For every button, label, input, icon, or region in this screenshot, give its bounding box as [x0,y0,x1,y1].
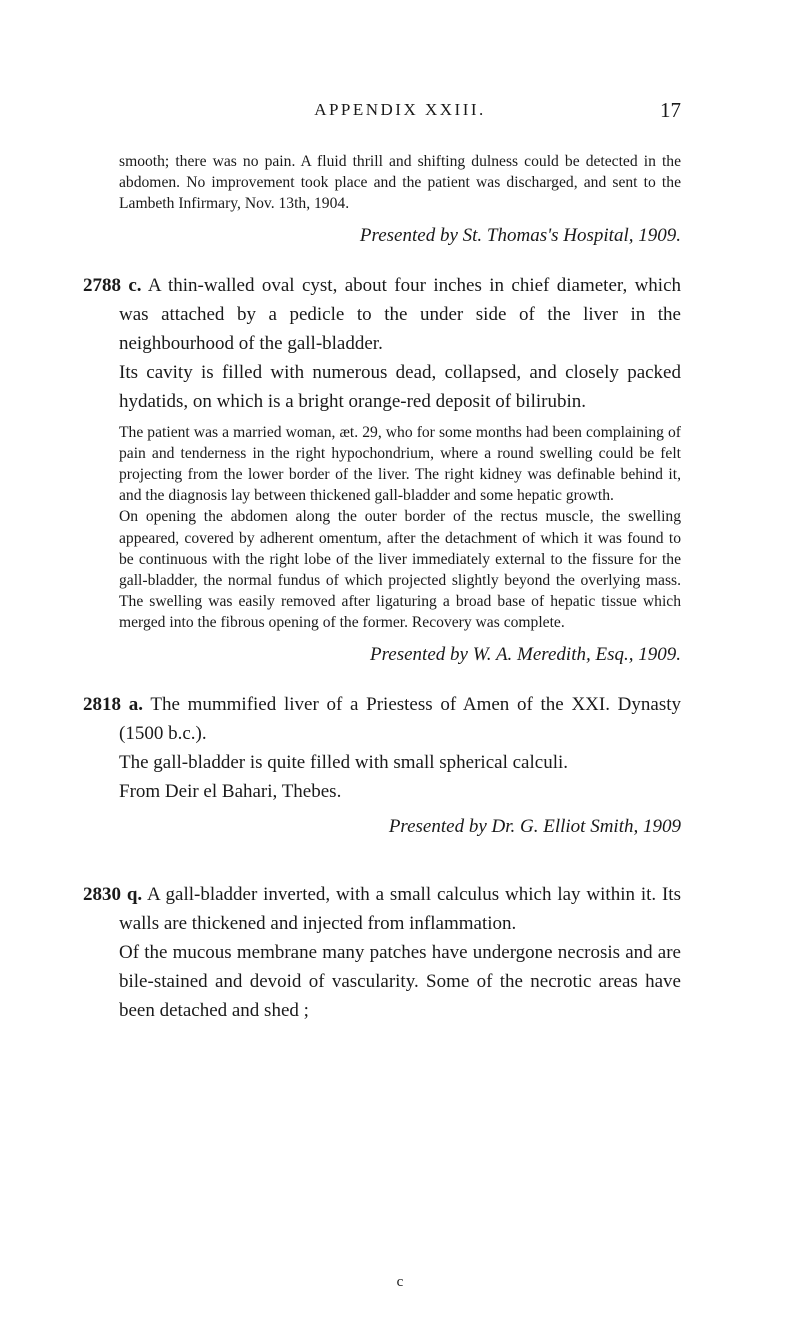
page-body [83,151,682,1025]
entry-description-text: From Deir el Bahari, Thebes. [119,780,342,802]
running-head: APPENDIX XXIII. [314,100,486,119]
continuation-text: smooth; there was no pain. A fluid thrill and shifting dulness could be detected in the abdomen. No improvement took place and the patient was discharged, and sent to the Lambeth Infirmary, Nov. 13th, 1904. [119,153,681,213]
entry-description-text: A thin-walled oval cyst, about four inches in chief diameter, which was attached by a pedicle to the under side of the liver in the neighbourhood of the gall-bladder. [119,274,682,354]
entry-description-text: Its cavity is filled with numerous dead, collapsed, and closely packed hydatids, on which is a bright orange-red deposit of bilirubin. [119,361,681,412]
catalogue-entry [83,690,682,840]
entry-description [83,271,681,358]
entry-description-text: The gall-bladder is quite filled with small spherical calculi. [119,751,568,773]
entry-description-text: The mummified liver of a Priestess of Amen of the XXI. Dynasty (1500 b.c.). [119,693,682,744]
entry-number: 2788 c. [83,274,142,296]
page-header [0,98,800,132]
catalogue-entry [83,271,682,668]
presented-by-line: Presented by Dr. G. Elliot Smith, 1909 [388,815,681,837]
presented-by-line: Presented by St. Thomas's Hospital, 1909. [359,224,681,246]
entry-description-text: Of the mucous membrane many patches have undergone necrosis and are bile-stained and devoid of vascularity. Some of the necrotic areas have been detached and shed ; [119,941,681,1021]
presented-by-line: Presented by W. A. Meredith, Esq., 1909. [370,643,681,665]
entry-number: 2818 a. [83,693,143,715]
entry-description [83,880,681,938]
entry-description-text: A gall-bladder inverted, with a small calculus which lay within it. Its walls are thickened and injected from inflammation. [119,883,681,934]
signature-mark: c [396,1274,404,1290]
entry-number: 2830 q. [83,883,143,905]
page-number: 17 [660,98,681,122]
entry-note: On opening the abdomen along the outer border of the rectus muscle, the swelling appeared, covered by adherent omentum, after the detachment of which it was found to be continuous with the right lobe of the liver immediately external to the fissure for the gall-bladder, the normal fundus of which projected slightly beyond the overlying mass. The swelling was easily removed after ligaturing a broad base of hepatic tissue which merged into the fibrous opening of the former. Recovery was complete. [119,508,681,632]
entry-note: The patient was a married woman, æt. 29, who for some months had been complaining of pain and tenderness in the right hypochondrium, where a round swelling could be felt projecting from the lower border of the liver. The right kidney was definable behind it, and the diagnosis lay between thickened gall-bladder and some hepatic growth. [119,423,681,505]
catalogue-entry [83,880,681,1025]
entry-description [83,690,681,748]
